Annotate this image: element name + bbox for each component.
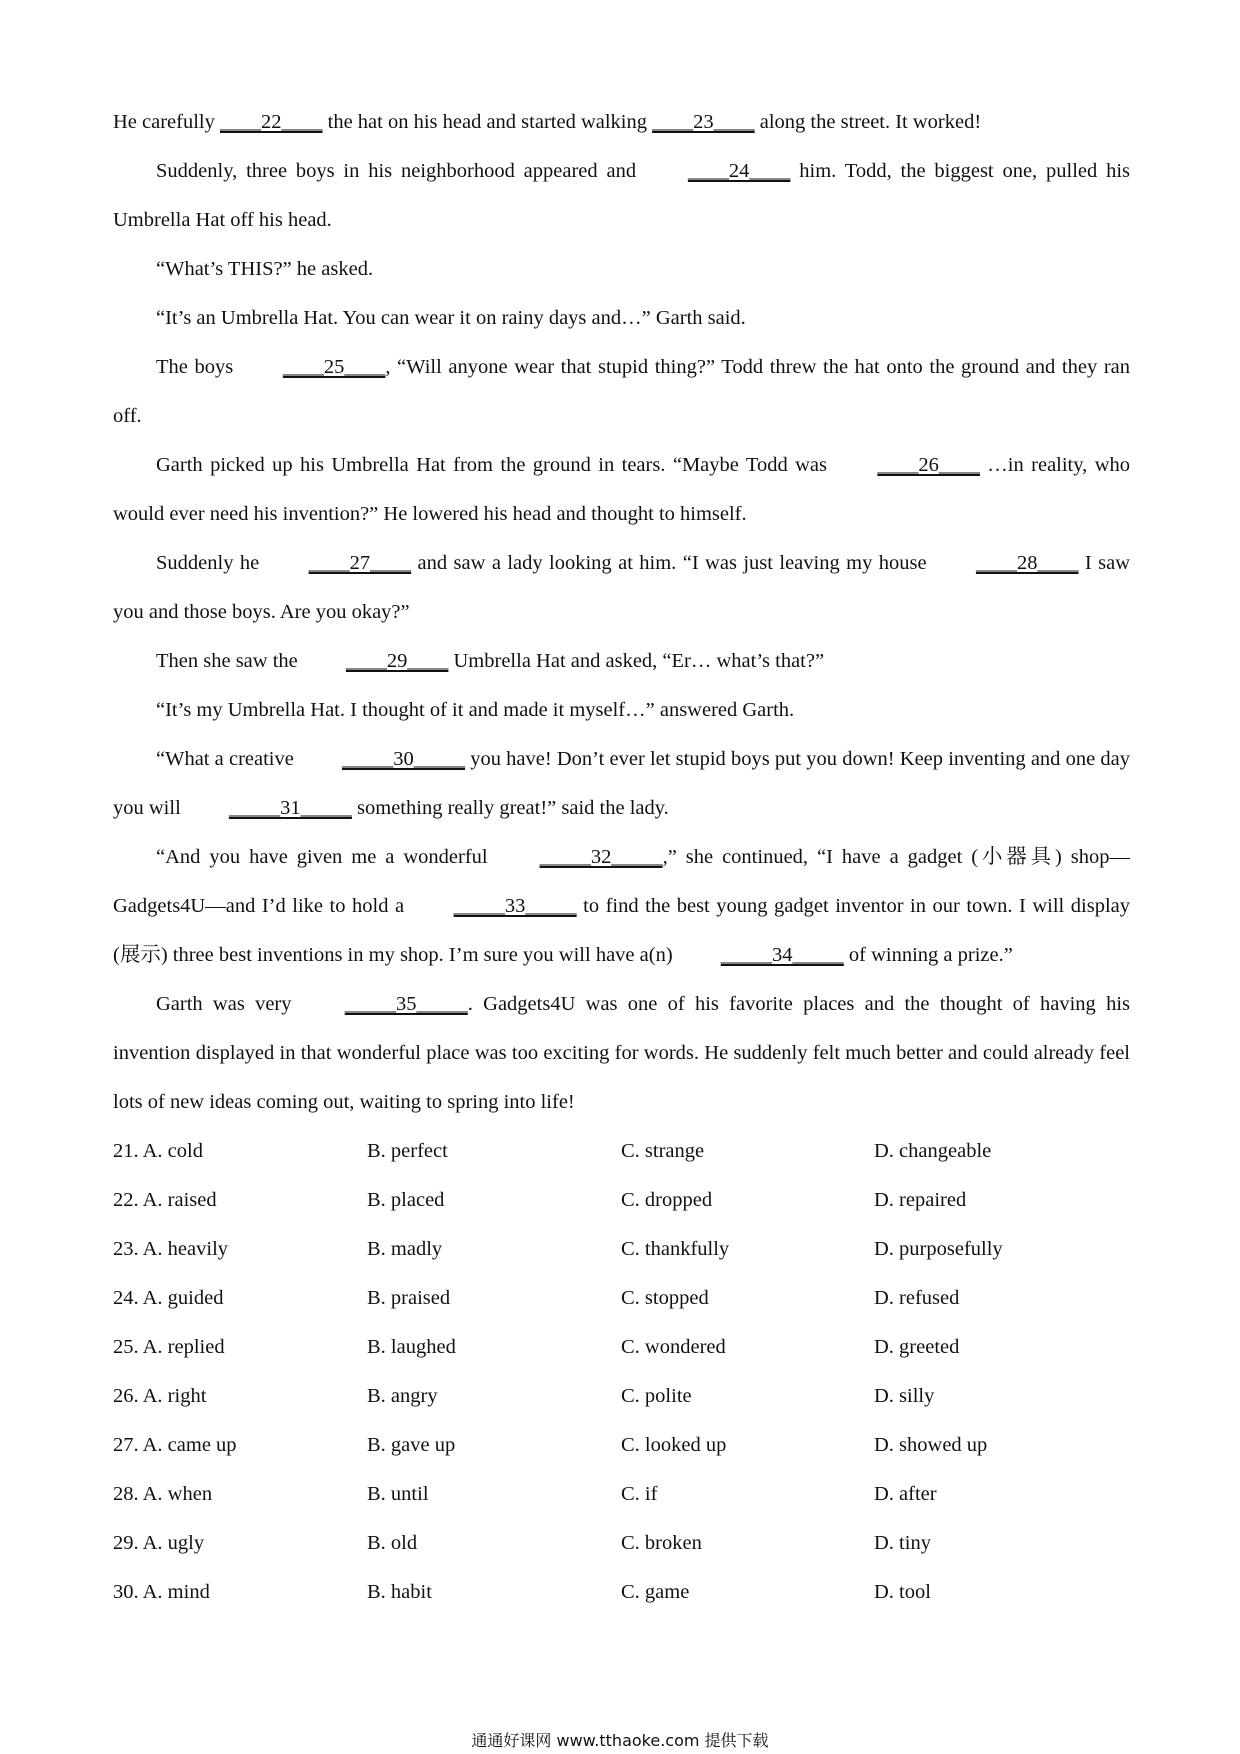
option-row-29 — [113, 1519, 1130, 1568]
blank-29: ____29____ — [345, 650, 449, 672]
paragraph-5 — [113, 343, 1130, 441]
option-c: C. game — [621, 1581, 690, 1603]
blank-32: _____32_____ — [539, 846, 663, 868]
option-b: B. old — [367, 1532, 418, 1554]
blank-25: ____25____ — [282, 356, 386, 378]
paragraph-4: “It’s an Umbrella Hat. You can wear it on rainy days and…” Garth said. — [156, 307, 746, 329]
blank-27: ____27____ — [308, 552, 412, 574]
text: ,” she continued, “I have a gadget (小器具) shop—Gadgets4U—and I’d like to hold a — [113, 846, 1130, 917]
option-row-23 — [113, 1225, 1130, 1274]
page-footer: 通通好课网 www.tthaoke.com 提供下载 — [471, 1731, 769, 1750]
option-row-30 — [113, 1568, 1130, 1617]
paragraph-1 — [113, 98, 1130, 147]
text: Then she saw the — [156, 650, 303, 672]
paragraph-2 — [113, 147, 1130, 245]
option-c: C. broken — [621, 1532, 702, 1554]
option-c: C. looked up — [621, 1434, 727, 1456]
text: Garth picked up his Umbrella Hat from the ground in tears. “Maybe Todd was — [156, 454, 835, 476]
paragraph-6 — [113, 441, 1130, 539]
blank-33: _____33_____ — [453, 895, 577, 917]
text: I saw you and those boys. Are you okay?” — [113, 552, 1130, 623]
option-b: B. perfect — [367, 1140, 448, 1162]
option-d: D. greeted — [874, 1336, 960, 1358]
option-d: D. repaired — [874, 1189, 967, 1211]
option-a: 28. A. when — [113, 1483, 213, 1505]
option-c: C. strange — [621, 1140, 705, 1162]
option-c: C. if — [621, 1483, 658, 1505]
option-row-25 — [113, 1323, 1130, 1372]
blank-23: ____23____ — [652, 111, 755, 133]
paragraph-8 — [113, 637, 1130, 686]
option-d: D. tool — [874, 1581, 931, 1603]
option-row-28 — [113, 1470, 1130, 1519]
option-row-27 — [113, 1421, 1130, 1470]
paragraph-10 — [113, 735, 1130, 833]
option-d: D. tiny — [874, 1532, 931, 1554]
option-c: C. thankfully — [621, 1238, 730, 1260]
text: to find the best young gadget inventor in our town. I will display (展示) three best inventions in my shop. I’m sure you will have a(n) — [113, 895, 1130, 966]
text: Umbrella Hat and asked, “Er… what’s that?” — [448, 650, 825, 672]
option-b: B. habit — [367, 1581, 432, 1603]
blank-26: ____26____ — [877, 454, 980, 476]
text: . Gadgets4U was one of his favorite places and the thought of having his invention displayed in that wonderful place was too exciting for words. He suddenly felt much better and could already feel lots of new ideas coming out, waiting to spring into life! — [113, 993, 1130, 1113]
paragraph-11 — [113, 833, 1130, 980]
option-c: C. stopped — [621, 1287, 709, 1309]
document-page — [113, 98, 1130, 1617]
option-d: D. showed up — [874, 1434, 988, 1456]
text: the hat on his head and started walking — [322, 111, 653, 133]
option-c: C. polite — [621, 1385, 692, 1407]
text: and saw a lady looking at him. “I was just leaving my house — [411, 552, 933, 574]
option-b: B. placed — [367, 1189, 445, 1211]
option-b: B. until — [367, 1483, 429, 1505]
text: , “Will anyone wear that stupid thing?” Todd threw the hat onto the ground and they ran off. — [113, 356, 1130, 427]
text: him. Todd, the biggest one, pulled his Umbrella Hat off his head. — [113, 160, 1131, 231]
option-d: D. changeable — [874, 1140, 992, 1162]
text: something really great!” said the lady. — [351, 797, 669, 819]
blank-35: _____35_____ — [344, 993, 468, 1015]
option-c: C. dropped — [621, 1189, 713, 1211]
text: “What a creative — [156, 748, 300, 770]
option-d: D. purposefully — [874, 1238, 1003, 1260]
option-a: 29. A. ugly — [113, 1532, 205, 1554]
option-b: B. madly — [367, 1238, 443, 1260]
option-row-21 — [113, 1127, 1130, 1176]
option-a: 24. A. guided — [113, 1287, 224, 1309]
text: Suddenly, three boys in his neighborhood appeared and — [156, 160, 645, 182]
text: …in reality, who would ever need his invention?” He lowered his head and thought to himself. — [113, 454, 1130, 525]
option-a: 27. A. came up — [113, 1434, 237, 1456]
blank-30: _____30_____ — [342, 748, 466, 770]
option-a: 21. A. cold — [113, 1140, 203, 1162]
blank-22: ____22____ — [220, 111, 323, 133]
blank-34: _____34_____ — [720, 944, 844, 966]
text: “And you have given me a wonderful — [156, 846, 497, 868]
option-a: 22. A. raised — [113, 1189, 217, 1211]
option-c: C. wondered — [621, 1336, 726, 1358]
text: The boys — [156, 356, 240, 378]
option-b: B. laughed — [367, 1336, 456, 1358]
option-d: D. silly — [874, 1385, 935, 1407]
text: of winning a prize.” — [843, 944, 1013, 966]
option-b: B. praised — [367, 1287, 451, 1309]
option-a: 30. A. mind — [113, 1581, 210, 1603]
text: Garth was very — [156, 993, 302, 1015]
paragraph-7 — [113, 539, 1130, 637]
option-b: B. gave up — [367, 1434, 456, 1456]
text: along the street. It worked! — [754, 111, 982, 133]
option-row-24 — [113, 1274, 1130, 1323]
option-b: B. angry — [367, 1385, 438, 1407]
blank-24: ____24____ — [687, 160, 791, 182]
paragraph-9: “It’s my Umbrella Hat. I thought of it and made it myself…” answered Garth. — [156, 699, 795, 721]
answer-options — [113, 1127, 1130, 1617]
paragraph-3: “What’s THIS?” he asked. — [156, 258, 374, 280]
option-row-22 — [113, 1176, 1130, 1225]
text: He carefully — [113, 111, 220, 133]
option-d: D. after — [874, 1483, 937, 1505]
option-a: 25. A. replied — [113, 1336, 225, 1358]
blank-28: ____28____ — [975, 552, 1079, 574]
text: Suddenly he — [156, 552, 266, 574]
option-a: 23. A. heavily — [113, 1238, 229, 1260]
option-row-26 — [113, 1372, 1130, 1421]
option-d: D. refused — [874, 1287, 960, 1309]
text: you have! Don’t ever let stupid boys put you down! Keep inventing and one day you will — [113, 748, 1130, 819]
option-a: 26. A. right — [113, 1385, 207, 1407]
paragraph-12 — [113, 980, 1130, 1127]
blank-31: _____31_____ — [228, 797, 352, 819]
